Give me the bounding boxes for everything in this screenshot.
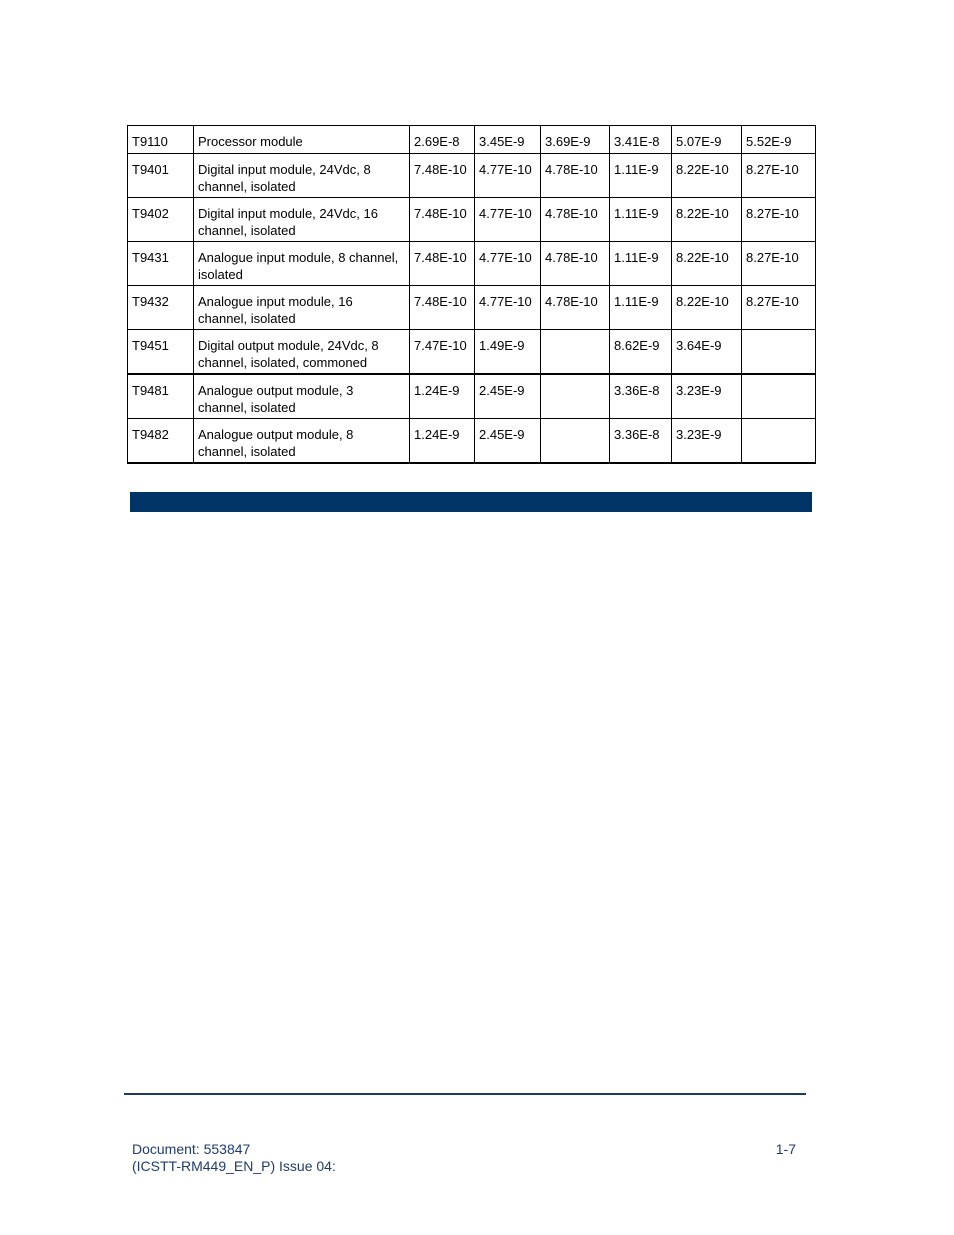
failure-rate-cell <box>742 374 816 419</box>
module-id-cell: T9110 <box>128 126 194 154</box>
failure-rate-cell: 8.22E-10 <box>672 286 742 330</box>
failure-rate-cell: 1.11E-9 <box>610 286 672 330</box>
failure-rate-cell: 4.78E-10 <box>541 242 610 286</box>
table-row <box>128 242 816 286</box>
failure-rate-cell <box>541 374 610 419</box>
module-description-cell: Analogue input module, 8 channel, isolated <box>194 242 410 286</box>
section-header-bar <box>130 492 812 512</box>
failure-rate-cell: 5.07E-9 <box>672 126 742 154</box>
failure-rate-cell: 3.45E-9 <box>475 126 541 154</box>
footer-document-info <box>132 1141 336 1175</box>
table-row <box>128 374 816 419</box>
footer-issue: (ICSTT-RM449_EN_P) Issue 04: <box>132 1158 336 1174</box>
failure-rate-cell: 4.77E-10 <box>475 242 541 286</box>
module-description-cell: Analogue input module, 16 channel, isolated <box>194 286 410 330</box>
failure-rate-cell: 1.24E-9 <box>410 419 475 464</box>
table-row <box>128 154 816 198</box>
failure-rate-cell: 3.23E-9 <box>672 419 742 464</box>
failure-rate-cell <box>742 419 816 464</box>
failure-rate-cell: 4.77E-10 <box>475 286 541 330</box>
failure-rate-cell: 1.11E-9 <box>610 198 672 242</box>
failure-rate-cell: 3.41E-8 <box>610 126 672 154</box>
failure-rate-cell: 8.22E-10 <box>672 242 742 286</box>
failure-rate-cell: 7.47E-10 <box>410 330 475 375</box>
failure-rate-cell: 2.45E-9 <box>475 419 541 464</box>
failure-rate-cell <box>541 419 610 464</box>
failure-rate-cell <box>541 330 610 375</box>
failure-rate-cell: 4.78E-10 <box>541 154 610 198</box>
failure-rate-cell: 5.52E-9 <box>742 126 816 154</box>
failure-rate-cell: 1.24E-9 <box>410 374 475 419</box>
failure-rate-cell: 2.69E-8 <box>410 126 475 154</box>
module-id-cell: T9401 <box>128 154 194 198</box>
table-row <box>128 126 816 154</box>
failure-rate-table <box>127 125 816 464</box>
module-description-cell: Processor module <box>194 126 410 154</box>
module-id-cell: T9431 <box>128 242 194 286</box>
table-row <box>128 330 816 375</box>
failure-rate-cell: 7.48E-10 <box>410 286 475 330</box>
module-description-cell: Digital input module, 24Vdc, 8 channel, isolated <box>194 154 410 198</box>
failure-rate-cell: 7.48E-10 <box>410 154 475 198</box>
failure-rate-cell: 1.11E-9 <box>610 154 672 198</box>
failure-rate-cell: 3.69E-9 <box>541 126 610 154</box>
failure-rate-cell: 1.11E-9 <box>610 242 672 286</box>
failure-rate-cell: 2.45E-9 <box>475 374 541 419</box>
failure-rate-cell: 3.64E-9 <box>672 330 742 375</box>
module-id-cell: T9481 <box>128 374 194 419</box>
failure-rate-cell: 4.77E-10 <box>475 154 541 198</box>
footer-page-number: 1-7 <box>775 1141 796 1157</box>
module-id-cell: T9432 <box>128 286 194 330</box>
failure-rate-cell: 8.27E-10 <box>742 198 816 242</box>
failure-rate-cell: 8.27E-10 <box>742 286 816 330</box>
failure-rate-cell: 8.62E-9 <box>610 330 672 375</box>
failure-rate-cell: 3.36E-8 <box>610 374 672 419</box>
failure-rate-cell: 7.48E-10 <box>410 242 475 286</box>
failure-rate-cell: 3.36E-8 <box>610 419 672 464</box>
module-description-cell: Digital output module, 24Vdc, 8 channel, isolated, commoned <box>194 330 410 375</box>
module-id-cell: T9482 <box>128 419 194 464</box>
failure-rate-cell: 4.77E-10 <box>475 198 541 242</box>
table-row <box>128 286 816 330</box>
footer-document-number: Document: 553847 <box>132 1141 251 1157</box>
footer-divider <box>124 1093 806 1095</box>
failure-rate-cell: 7.48E-10 <box>410 198 475 242</box>
table-body <box>128 126 816 464</box>
module-id-cell: T9402 <box>128 198 194 242</box>
failure-rate-cell: 4.78E-10 <box>541 198 610 242</box>
failure-rate-cell: 3.23E-9 <box>672 374 742 419</box>
table-row <box>128 419 816 464</box>
failure-rate-cell: 8.27E-10 <box>742 242 816 286</box>
failure-rate-cell: 8.22E-10 <box>672 198 742 242</box>
failure-rate-cell: 1.49E-9 <box>475 330 541 375</box>
failure-rate-cell <box>742 330 816 375</box>
failure-rate-cell: 8.22E-10 <box>672 154 742 198</box>
module-id-cell: T9451 <box>128 330 194 375</box>
failure-rate-cell: 4.78E-10 <box>541 286 610 330</box>
failure-rate-cell: 8.27E-10 <box>742 154 816 198</box>
module-description-cell: Digital input module, 24Vdc, 16 channel, isolated <box>194 198 410 242</box>
module-description-cell: Analogue output module, 8 channel, isolated <box>194 419 410 464</box>
module-description-cell: Analogue output module, 3 channel, isolated <box>194 374 410 419</box>
table-row <box>128 198 816 242</box>
